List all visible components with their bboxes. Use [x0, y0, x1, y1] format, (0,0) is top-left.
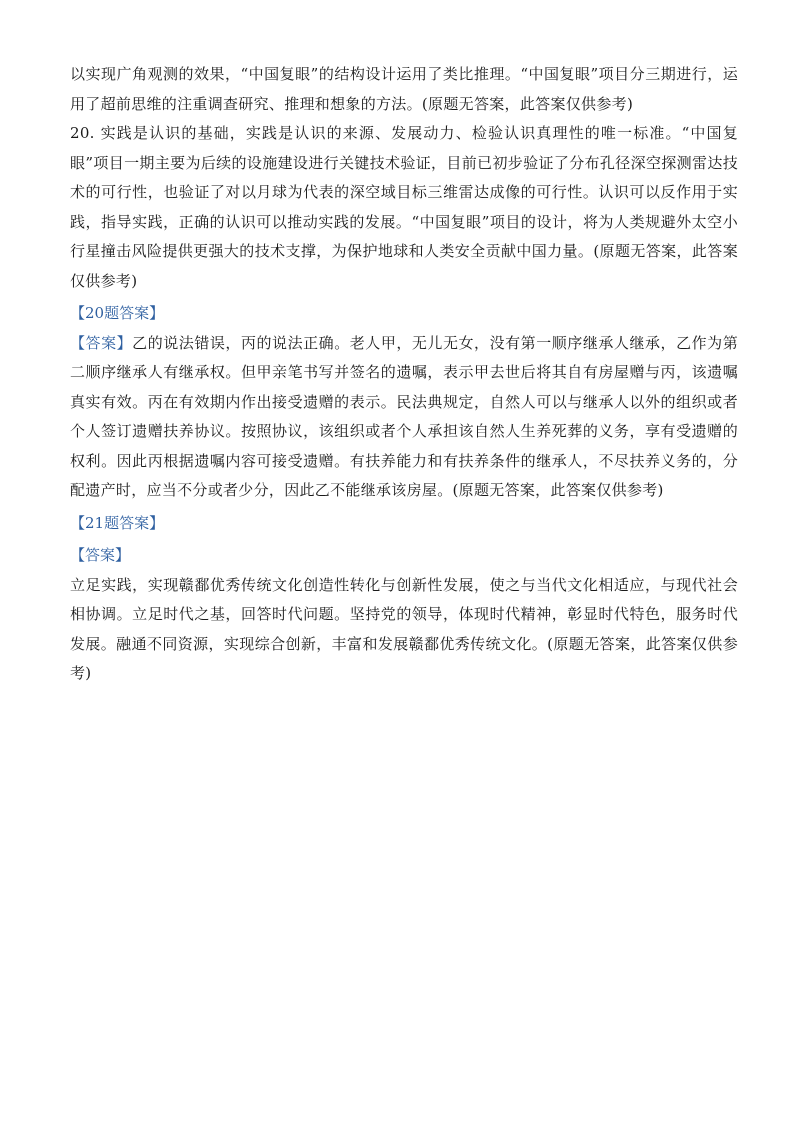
answer-20-paragraph: 20. 实践是认识的基础，实践是认识的来源、发展动力、检验认识真理性的唯一标准。“中国复眼”项目一期主要为后续的设施建设进行关键技术验证，目前已初步验证了分布孔径深空探测雷达技术的可行性，也验证了对以月球为代表的深空域目标三维雷达成像的可行性。认识可以反作用于实践，指导实践，正确的认识可以推动实践的发展。“中国复眼”项目的设计，将为人类规避外太空小行星撞击风险提供更强大的技术支撑，为保护地球和人类安全贡献中国力量。(原题无答案，此答案仅供参考) [70, 124, 738, 290]
document-page [70, 60, 738, 689]
q20-answer-paragraph [70, 329, 738, 506]
q20-answer-section [70, 299, 738, 506]
q21-answer-section [70, 509, 738, 689]
q21-answer-label: 【答案】 [70, 546, 131, 564]
q20-heading: 【20题答案】 [70, 304, 165, 322]
q20-answer-label: 【答案】 [70, 333, 133, 352]
q21-answer-text: 立足实践，实现赣鄱优秀传统文化创造性转化与创新性发展，使之与当代文化相适应，与现代社会相协调。立足时代之基，回答时代问题。坚持党的领导，体现时代精神，彰显时代特色，服务时代发展。融通不同资源，实现综合创新，丰富和发展赣鄱优秀传统文化。(原题无答案，此答案仅供参考) [70, 575, 738, 682]
q21-heading: 【21题答案】 [70, 513, 165, 532]
q20-answer-text: 乙的说法错误，丙的说法正确。老人甲，无儿无女，没有第一顺序继承人继承，乙作为第二顺序继承人有继承权。但甲亲笔书写并签名的遗嘱，表示甲去世后将其自有房屋赠与丙，该遗嘱真实有效。丙在有效期内作出接受遗赠的表示。民法典规定，自然人可以与继承人以外的组织或者个人签订遗赠扶养协议。按照协议，该组织或者个人承担该自然人生养死葬的义务，享有受遗赠的权利。因此丙根据遗嘱内容可接受遗赠。有扶养能力和有扶养条件的继承人，不尽扶养义务的，分配遗产时，应当不分或者少分，因此乙不能继承该房屋。(原题无答案，此答案仅供参考) [70, 333, 738, 499]
answer-19-continuation: 以实现广角观测的效果，“中国复眼”的结构设计运用了类比推理。“中国复眼”项目分三期进行，运用了超前思维的注重调查研究、推理和想象的方法。(原题无答案，此答案仅供参考) [70, 65, 738, 113]
